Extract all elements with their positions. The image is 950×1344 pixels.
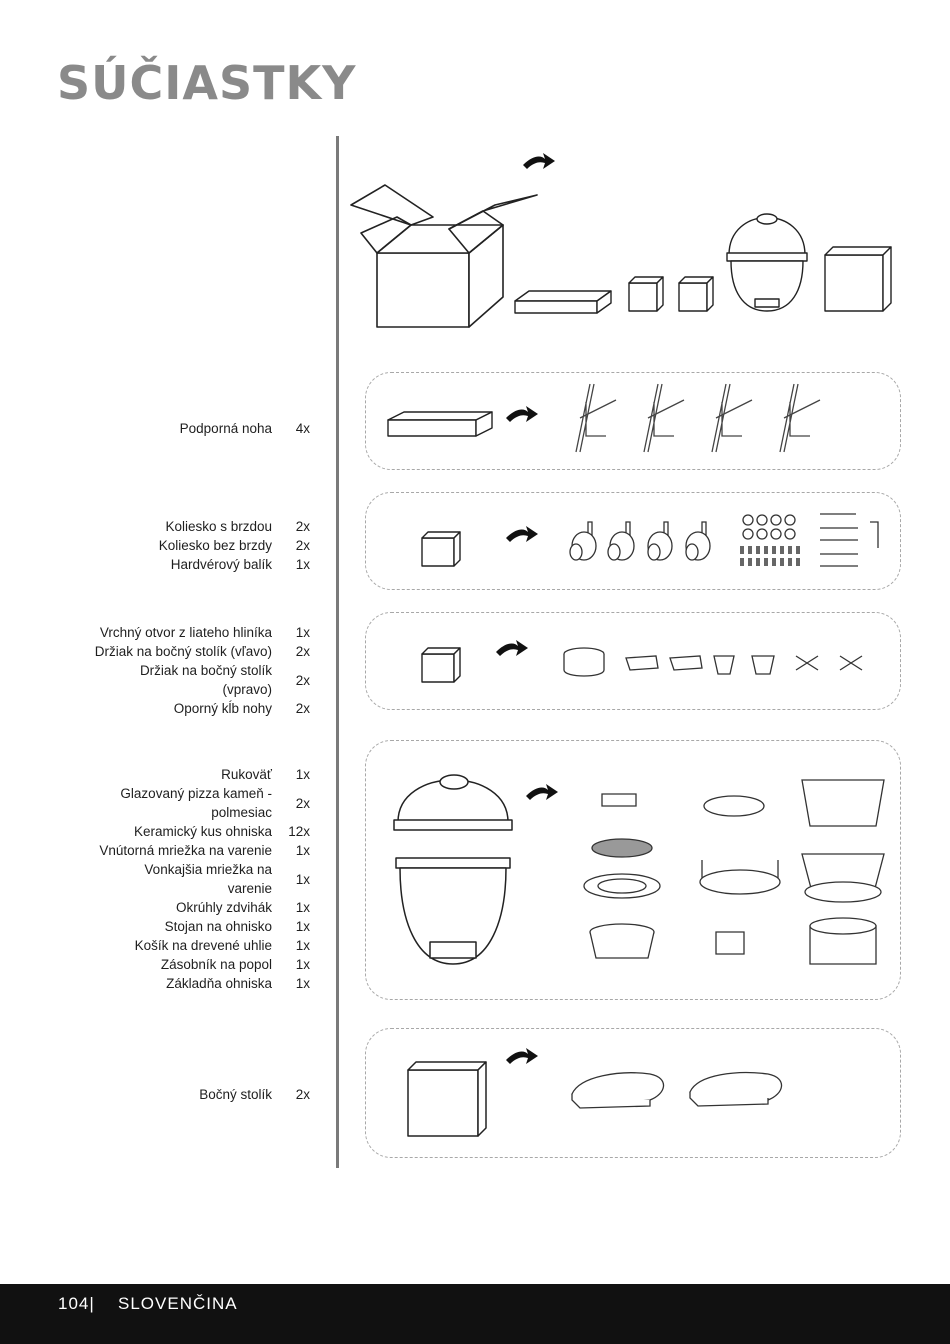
part-name: Držiak na bočný stolík (vpravo) xyxy=(139,663,272,697)
part-name: Podporná noha xyxy=(179,421,272,436)
grill-parts-illustration xyxy=(380,760,890,980)
part-qty: 2x xyxy=(295,701,310,716)
part-qty: 1x xyxy=(295,843,310,858)
part-qty: 2x xyxy=(295,1087,310,1102)
part-row xyxy=(0,699,330,718)
part-qty: 2x xyxy=(295,644,310,659)
part-row xyxy=(0,419,330,438)
part-name: Bočný stolík xyxy=(199,1087,272,1102)
part-name: Stojan na ohnisko xyxy=(164,919,272,934)
arrow-icon xyxy=(523,153,555,169)
part-name: Rukoväť xyxy=(221,767,272,782)
part-qty: 1x xyxy=(295,871,310,887)
part-row xyxy=(0,955,330,974)
part-name: Držiak na bočný stolík (vľavo) xyxy=(94,644,272,659)
part-qty: 1x xyxy=(295,976,310,991)
part-name: Základňa ohniska xyxy=(166,976,272,991)
part-row xyxy=(0,784,330,822)
parts-group-brackets xyxy=(0,623,330,718)
part-name: Keramický kus ohniska xyxy=(133,824,272,839)
package-overview-illustration xyxy=(345,145,905,335)
footer-language: SLOVENČINA xyxy=(118,1294,238,1313)
part-row xyxy=(0,517,330,536)
part-name: Košík na drevené uhlie xyxy=(134,938,272,953)
side-table-illustration xyxy=(380,1040,890,1150)
part-row xyxy=(0,661,330,699)
vertical-divider xyxy=(336,136,339,1168)
part-name: Koliesko s brzdou xyxy=(165,519,272,534)
part-row xyxy=(0,898,330,917)
part-qty: 2x xyxy=(295,795,310,811)
part-name: Hardvérový balík xyxy=(170,557,272,572)
parts-group-legs xyxy=(0,419,330,438)
part-row xyxy=(0,974,330,993)
part-name: Oporný kĺb nohy xyxy=(173,701,272,716)
part-qty: 2x xyxy=(295,538,310,553)
part-row xyxy=(0,765,330,784)
part-row xyxy=(0,936,330,955)
page-footer xyxy=(0,1284,950,1344)
part-qty: 1x xyxy=(295,957,310,972)
part-name: Zásobník na popol xyxy=(160,957,272,972)
brackets-illustration xyxy=(380,620,890,705)
parts-group-casters xyxy=(0,517,330,574)
part-row xyxy=(0,841,330,860)
part-qty: 2x xyxy=(295,519,310,534)
part-qty: 1x xyxy=(295,625,310,640)
part-row xyxy=(0,642,330,661)
arrow-icon xyxy=(496,640,528,656)
part-name: Vonkajšia mriežka na varenie xyxy=(144,862,272,896)
part-row xyxy=(0,822,330,841)
part-row xyxy=(0,555,330,574)
part-name: Okrúhly zdvihák xyxy=(175,900,272,915)
arrow-icon xyxy=(506,526,538,542)
part-name: Glazovaný pizza kameň - polmesiac xyxy=(120,786,272,820)
parts-group-side-table xyxy=(0,1085,330,1104)
part-row xyxy=(0,860,330,898)
casters-illustration xyxy=(380,500,890,585)
part-qty: 1x xyxy=(295,767,310,782)
arrow-icon xyxy=(526,784,558,800)
part-row xyxy=(0,1085,330,1104)
arrow-icon xyxy=(506,1048,538,1064)
page-title: SÚČIASTKY xyxy=(57,56,357,110)
part-qty: 1x xyxy=(295,938,310,953)
part-qty: 1x xyxy=(295,919,310,934)
part-qty: 1x xyxy=(295,557,310,572)
part-row xyxy=(0,536,330,555)
part-qty: 4x xyxy=(295,421,310,436)
arrow-icon xyxy=(506,406,538,422)
part-name: Koliesko bez brzdy xyxy=(158,538,272,553)
part-qty: 2x xyxy=(295,672,310,688)
part-row xyxy=(0,917,330,936)
parts-group-grill xyxy=(0,765,330,993)
part-qty: 12x xyxy=(288,824,310,839)
legs-illustration xyxy=(380,378,890,466)
part-name: Vrchný otvor z liateho hliníka xyxy=(99,625,272,640)
page-number: 104| xyxy=(58,1294,95,1313)
part-name: Vnútorná mriežka na varenie xyxy=(99,843,272,858)
part-row xyxy=(0,623,330,642)
part-qty: 1x xyxy=(295,900,310,915)
